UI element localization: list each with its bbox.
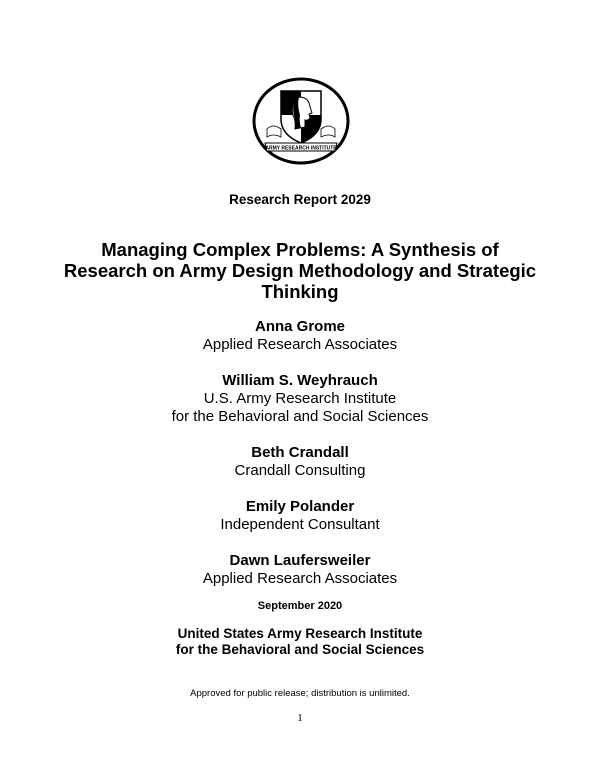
author-block: [0, 498, 600, 534]
army-research-institute-seal-icon: [251, 77, 351, 165]
publisher: [0, 626, 600, 658]
author-name: Dawn Laufersweiler: [229, 552, 371, 569]
author-block: [0, 552, 600, 588]
author-name: Emily Polander: [245, 498, 355, 515]
page-number: 1: [297, 712, 303, 724]
author-name: William S. Weyhrauch: [222, 372, 378, 389]
title-line: Thinking: [261, 281, 339, 302]
publication-date: September 2020: [257, 600, 343, 612]
publisher-line: United States Army Research Institute: [177, 626, 423, 641]
author-affiliation: Applied Research Associates: [202, 336, 398, 353]
author-block: [0, 444, 600, 480]
report-number: Research Report 2029: [229, 192, 371, 207]
author-block: [0, 318, 600, 354]
author-affiliation: U.S. Army Research Institute: [203, 390, 397, 407]
svg-text:ARMY RESEARCH INSTITUTE: ARMY RESEARCH INSTITUTE: [265, 145, 337, 152]
author-affiliation: Independent Consultant: [220, 516, 380, 533]
author-affiliation: for the Behavioral and Social Sciences: [171, 408, 429, 425]
distribution-statement: Approved for public release; distribution is unlimited.: [190, 688, 410, 699]
author-name: Anna Grome: [254, 318, 345, 335]
author-affiliation: Crandall Consulting: [234, 462, 366, 479]
author-affiliation: Applied Research Associates: [202, 570, 398, 587]
publisher-line: for the Behavioral and Social Sciences: [175, 642, 425, 657]
report-title: [0, 239, 600, 302]
title-line: Managing Complex Problems: A Synthesis of: [101, 239, 499, 260]
title-line: Research on Army Design Methodology and Strategic: [63, 260, 537, 281]
author-name: Beth Crandall: [251, 444, 349, 461]
author-block: [0, 372, 600, 426]
